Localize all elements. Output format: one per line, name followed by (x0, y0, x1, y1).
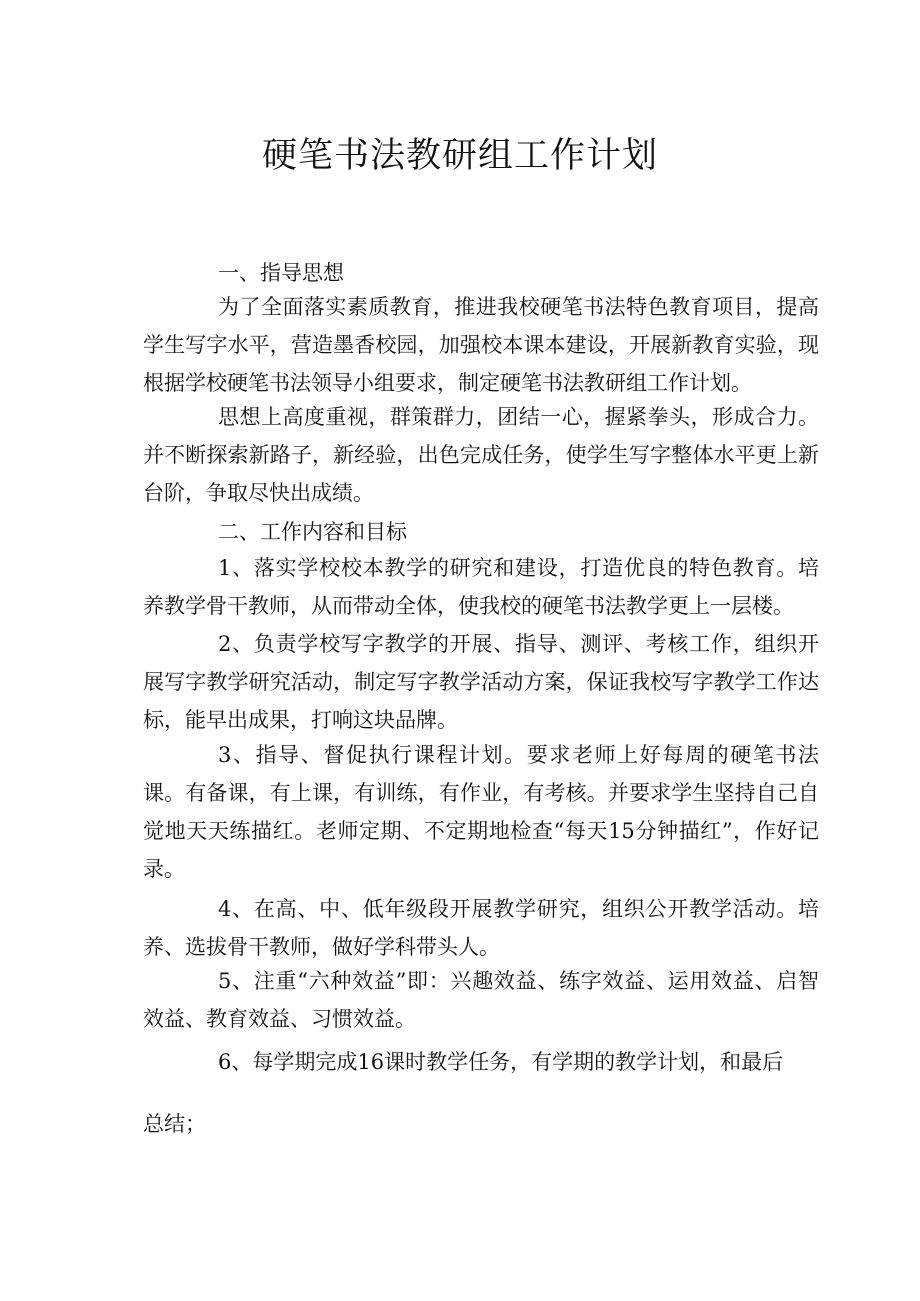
section-heading-work-content: 二、工作内容和目标 (218, 520, 407, 544)
list-item-4: 4、在高、中、低年级段开展教学研究，组织公开教学活动。培养、选拔骨干教师，做好学科带头人。 (143, 897, 819, 959)
paragraph-purpose: 为了全面落实素质教育，推进我校硬笔书法特色教育项目，提高学生写字水平，营造墨香校园，加强校本课本建设，开展新教育实验，现根据学校硬笔书法领导小组要求，制定硬笔书法教研组工作计划。 (143, 295, 819, 395)
list-item-2: 2、负责学校写字教学的开展、指导、测评、考核工作，组织开展写字教学研究活动，制定写字教学活动方案，保证我校写字教学工作达标，能早出成果，打响这块品牌。 (143, 632, 819, 732)
list-item-3: 3、指导、督促执行课程计划。要求老师上好每周的硬笔书法课。有备课，有上课，有训练，有作业，有考核。并要求学生坚持自己自觉地天天练描红。老师定期、不定期地检查“每天15分钟描红”，作好记录。 (143, 743, 819, 881)
list-item-6-continuation: 总结； (143, 1112, 206, 1136)
list-item-5: 5、注重“六种效益”即：兴趣效益、练字效益、运用效益、启智效益、教育效益、习惯效益。 (143, 969, 819, 1031)
document-title: 硬笔书法教研组工作计划 (261, 136, 658, 176)
list-item-1: 1、落实学校校本教学的研究和建设，打造优良的特色教育。培养教学骨干教师，从而带动全体，使我校的硬笔书法教学更上一层楼。 (143, 556, 819, 618)
section-heading-guiding-thought: 一、指导思想 (218, 261, 344, 285)
list-item-6: 6、每学期完成16课时教学任务，有学期的教学计划，和最后 (218, 1050, 784, 1074)
paragraph-attitude: 思想上高度重视，群策群力，团结一心，握紧拳头，形成合力。并不断探索新路子，新经验，出色完成任务，使学生写字整体水平更上新台阶，争取尽快出成绩。 (143, 405, 819, 505)
